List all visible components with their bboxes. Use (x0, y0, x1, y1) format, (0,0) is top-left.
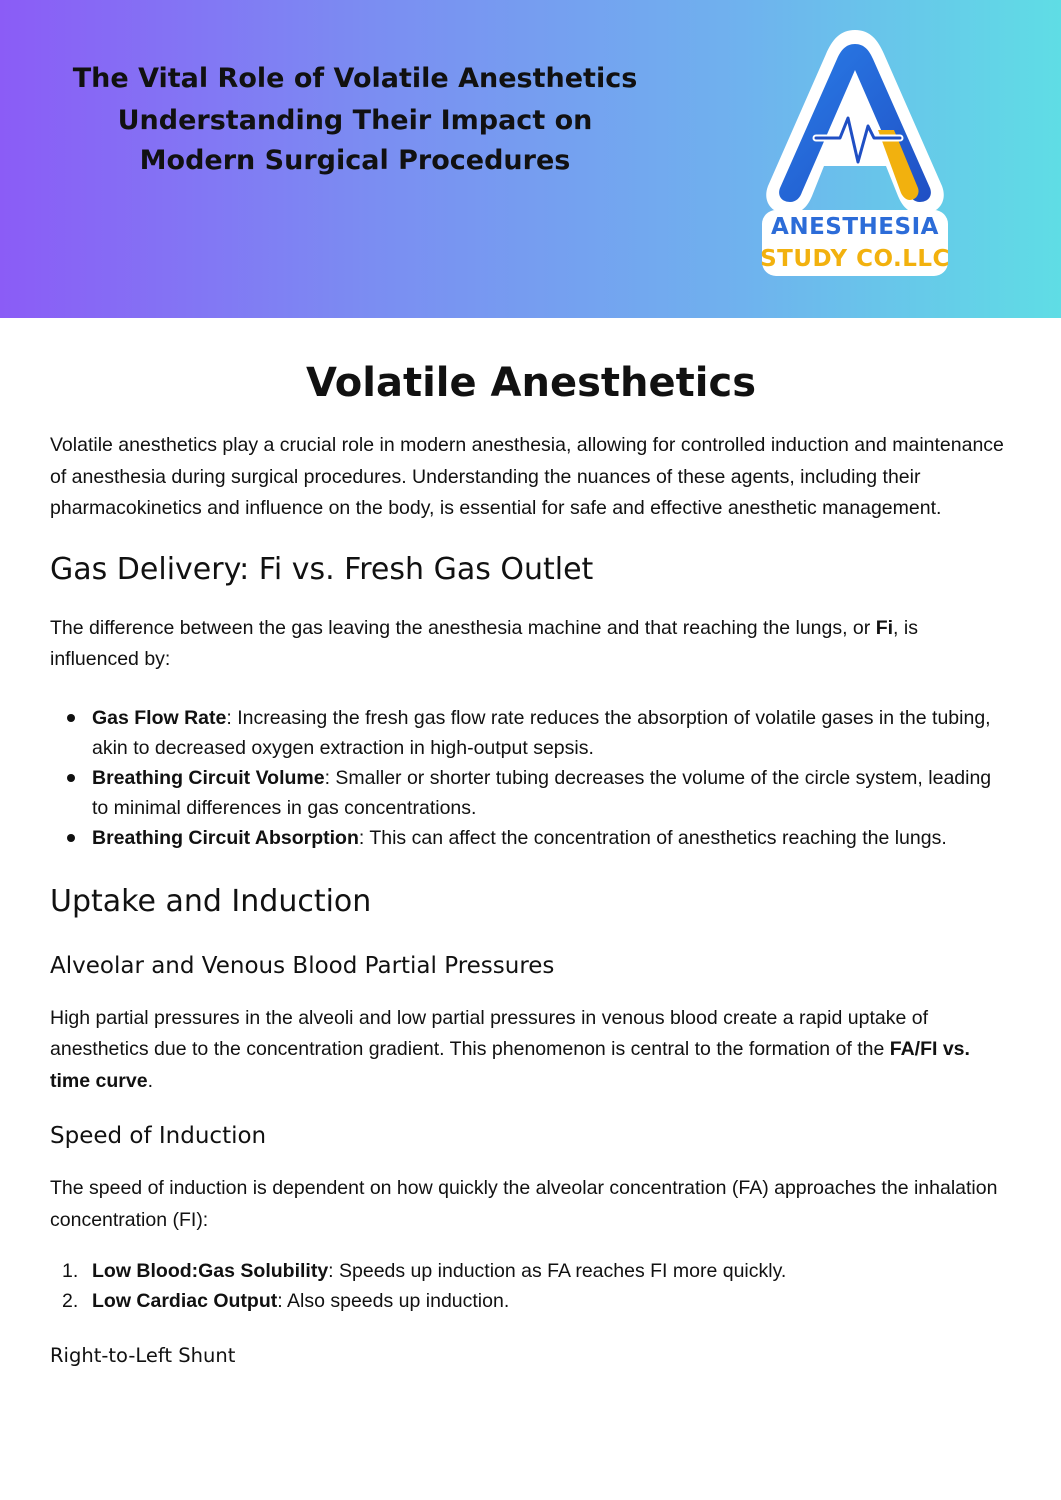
list-item (50, 1286, 1012, 1316)
logo-text-line2: STUDY CO.LLC (760, 246, 950, 272)
document-subtitle: Understanding Their Impact on Modern Surgical Procedures (117, 105, 593, 176)
speed-paragraph: The speed of induction is dependent on how quickly the alveolar concentration (FA) approaches the inhalation concentration (FI): (50, 1177, 998, 1231)
text-run: The difference between the gas leaving the anesthesia machine and that reaching the lungs, or (50, 616, 876, 639)
bullet-icon (67, 774, 75, 782)
bold-term: Gas Flow Rate (92, 706, 227, 729)
header-titles (60, 62, 650, 181)
text-run: : Smaller or shorter tubing decreases the volume of the circle system, leading to minimal differences in gas concentrations. (92, 766, 992, 819)
bold-term: Fi (875, 616, 894, 639)
section-heading-gas-delivery: Gas Delivery: Fi vs. Fresh Gas Outlet (50, 551, 594, 587)
text-run: : This can affect the concentration of anesthetics reaching the lungs. (358, 826, 947, 849)
text-run: , is influenced by: (50, 616, 918, 670)
list-item (50, 1256, 1012, 1286)
header-banner (0, 0, 1061, 318)
bullet-icon (67, 834, 75, 842)
section-heading-uptake: Uptake and Induction (50, 883, 372, 919)
speed-factors-list (50, 1256, 1012, 1316)
logo-a-icon (760, 26, 950, 216)
subheading-right-to-left-shunt: Right-to-Left Shunt (50, 1344, 236, 1367)
text-run: High partial pressures in the alveoli and low partial pressures in venous blood create a rapid uptake of anesthetics due to the concentration gradient. This phenomenon is central to the formation of the (50, 1006, 929, 1060)
document-title: The Vital Role of Volatile Anesthetics (72, 63, 638, 94)
subheading-alveolar: Alveolar and Venous Blood Partial Pressures (50, 952, 555, 979)
list-item (50, 763, 1012, 823)
list-item (50, 703, 1012, 763)
list-item (50, 823, 1012, 853)
text-run: : Increasing the fresh gas flow rate reduces the absorption of volatile gases in the tubing, akin to decreased oxygen extraction in high-output sepsis. (92, 706, 991, 759)
gas-delivery-list (50, 703, 1012, 853)
document-body (50, 318, 1012, 1370)
text-run: . (147, 1069, 153, 1092)
bullet-icon (67, 714, 75, 722)
list-number: 2. (62, 1290, 79, 1312)
bold-term: Low Cardiac Output (92, 1290, 278, 1312)
subheading-speed-of-induction: Speed of Induction (50, 1123, 267, 1149)
bold-term: FA/FI vs. time curve (50, 1038, 970, 1092)
bold-term: Low Blood:Gas Solubility (92, 1260, 329, 1282)
main-title: Volatile Anesthetics (306, 360, 756, 406)
intro-paragraph: Volatile anesthetics play a crucial role in modern anesthesia, allowing for controlled induction and maintenance of anesthesia during surgical procedures. Understanding the nuances of these agents, including their pharmacokinetics and influence on the body, is essential for safe and effective anesthetic management. (50, 434, 1004, 519)
text-run: : Also speeds up induction. (277, 1290, 510, 1312)
gas-delivery-intro (50, 613, 1012, 676)
alveolar-paragraph (50, 1003, 1012, 1098)
anesthesia-study-logo (760, 26, 950, 278)
list-number: 1. (62, 1260, 79, 1282)
bold-term: Breathing Circuit Absorption (92, 826, 359, 849)
bold-term: Breathing Circuit Volume (92, 766, 325, 789)
text-run: : Speeds up induction as FA reaches FI more quickly. (328, 1260, 787, 1282)
logo-text-line1: ANESTHESIA (771, 214, 939, 240)
